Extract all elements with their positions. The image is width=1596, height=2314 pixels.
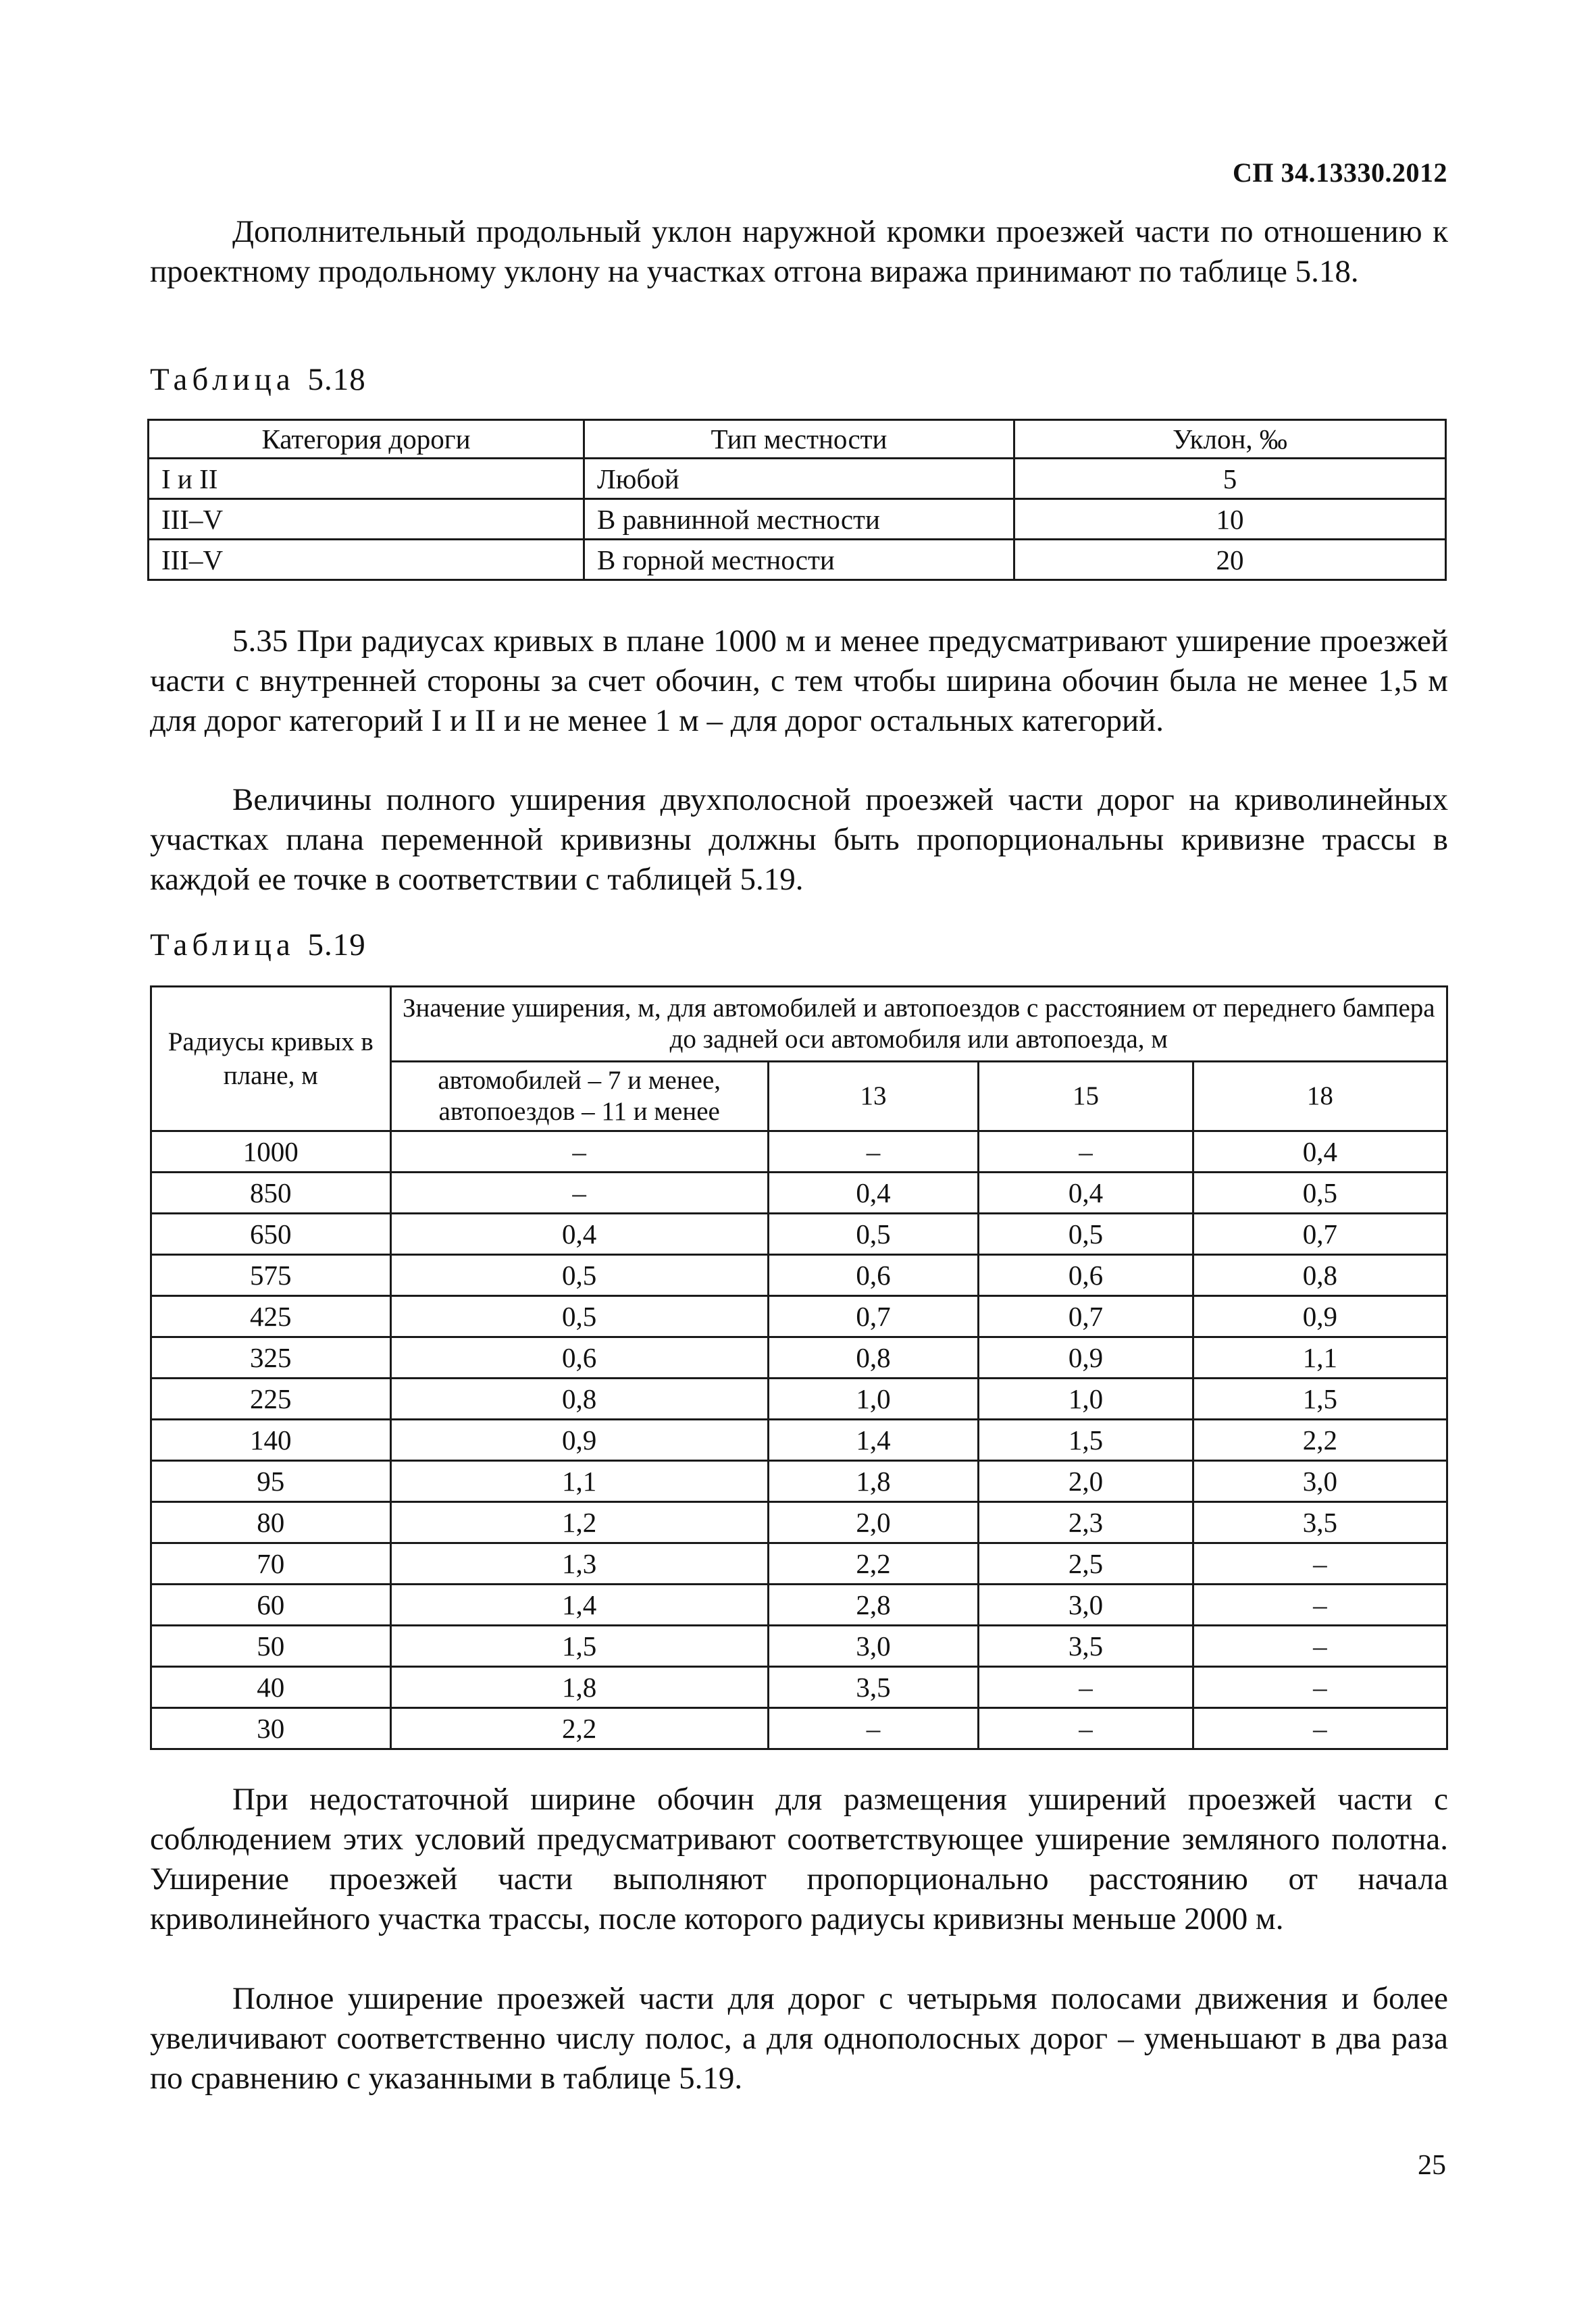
table-518-header-category: Категория дороги bbox=[149, 420, 584, 459]
table-row bbox=[151, 1173, 1447, 1214]
table-518-cell: В горной местности bbox=[584, 540, 1014, 580]
table-519-value-cell: 0,5 bbox=[768, 1214, 978, 1255]
table-row bbox=[151, 1337, 1447, 1379]
table-519-value-cell: 0,6 bbox=[979, 1255, 1193, 1296]
table-519-radius-cell: 70 bbox=[151, 1543, 391, 1585]
table-519-header-row bbox=[151, 987, 1447, 1062]
table-5-18 bbox=[147, 419, 1447, 581]
table-row bbox=[151, 1420, 1447, 1461]
table-519-subheader-15: 15 bbox=[979, 1062, 1193, 1131]
table-519-value-cell: 0,4 bbox=[768, 1173, 978, 1214]
table-519-value-cell: 0,4 bbox=[1193, 1131, 1447, 1173]
table-518-caption-number: 5.18 bbox=[307, 362, 366, 397]
table-519-value-cell: 1,3 bbox=[390, 1543, 768, 1585]
table-519-value-cell: 0,4 bbox=[390, 1214, 768, 1255]
table-519-value-cell: 1,4 bbox=[390, 1585, 768, 1626]
paragraph-intro: Дополнительный продольный уклон наружной кромки проезжей части по отношению к проектному продольному уклону на участках отгона виража принимают по таблице 5.18. bbox=[150, 214, 1448, 289]
table-519-value-cell: – bbox=[1193, 1708, 1447, 1749]
table-519-value-cell: 0,5 bbox=[1193, 1173, 1447, 1214]
table-519-radius-cell: 30 bbox=[151, 1708, 391, 1749]
table-519-value-cell: 1,1 bbox=[1193, 1337, 1447, 1379]
table-519-radius-cell: 60 bbox=[151, 1585, 391, 1626]
table-519-value-cell: 1,0 bbox=[979, 1379, 1193, 1420]
table-519-radius-cell: 575 bbox=[151, 1255, 391, 1296]
table-518-cell: I и II bbox=[149, 459, 584, 499]
table-518-header-slope: Уклон, ‰ bbox=[1014, 420, 1446, 459]
table-519-value-cell: – bbox=[979, 1667, 1193, 1708]
table-519-value-cell: 3,0 bbox=[768, 1626, 978, 1667]
table-519-radius-cell: 50 bbox=[151, 1626, 391, 1667]
table-519-radius-cell: 425 bbox=[151, 1296, 391, 1337]
paragraph-widening-values: Величины полного уширения двухполосной проезжей части дорог на криволинейных участках плана переменной кривизны должны быть пропорциональны кривизне трассы в каждой ее точке в соответствии с таблицей 5.19. bbox=[150, 782, 1448, 897]
table-row bbox=[151, 1131, 1447, 1173]
table-519-value-cell: 2,2 bbox=[768, 1543, 978, 1585]
table-row bbox=[151, 1255, 1447, 1296]
table-519-value-cell: 1,1 bbox=[390, 1461, 768, 1502]
table-519-value-cell: 0,7 bbox=[768, 1296, 978, 1337]
table-519-caption-number: 5.19 bbox=[307, 927, 366, 962]
table-519-value-cell: 0,6 bbox=[390, 1337, 768, 1379]
table-519-header-radius: Радиусы кривых в плане, м bbox=[151, 987, 391, 1131]
table-519-value-cell: 3,0 bbox=[979, 1585, 1193, 1626]
table-519-value-cell: 0,8 bbox=[768, 1337, 978, 1379]
table-518-cell: 10 bbox=[1014, 499, 1446, 540]
table-519-caption-word: Таблица bbox=[150, 927, 295, 962]
table-518-cell: 20 bbox=[1014, 540, 1446, 580]
table-row bbox=[149, 459, 1446, 499]
table-519-value-cell: 2,2 bbox=[1193, 1420, 1447, 1461]
table-519-value-cell: 0,7 bbox=[979, 1296, 1193, 1337]
table-518-cell: 5 bbox=[1014, 459, 1446, 499]
table-row bbox=[151, 1461, 1447, 1502]
table-519-value-cell: 1,4 bbox=[768, 1420, 978, 1461]
table-row bbox=[149, 540, 1446, 580]
table-519-radius-cell: 850 bbox=[151, 1173, 391, 1214]
subheader-cars-line1: автомобилей – 7 и менее, bbox=[438, 1066, 721, 1095]
table-519-value-cell: 0,9 bbox=[1193, 1296, 1447, 1337]
table-518-header-terrain: Тип местности bbox=[584, 420, 1014, 459]
table-519-value-cell: 1,8 bbox=[390, 1667, 768, 1708]
table-519-value-cell: 1,5 bbox=[979, 1420, 1193, 1461]
table-519-value-cell: 0,9 bbox=[390, 1420, 768, 1461]
table-519-value-cell: 2,0 bbox=[768, 1502, 978, 1543]
table-519-value-cell: 2,2 bbox=[390, 1708, 768, 1749]
table-518-header-row bbox=[149, 420, 1446, 459]
table-519-value-cell: 1,2 bbox=[390, 1502, 768, 1543]
table-519-value-cell: 1,8 bbox=[768, 1461, 978, 1502]
table-row bbox=[151, 1585, 1447, 1626]
table-519-value-cell: 1,5 bbox=[1193, 1379, 1447, 1420]
table-519-radius-cell: 650 bbox=[151, 1214, 391, 1255]
table-518-caption-word: Таблица bbox=[150, 362, 295, 397]
table-519-value-cell: 1,0 bbox=[768, 1379, 978, 1420]
table-519-value-cell: 0,5 bbox=[390, 1296, 768, 1337]
table-519-value-cell: – bbox=[979, 1131, 1193, 1173]
table-519-value-cell: – bbox=[390, 1173, 768, 1214]
table-519-subheader-18: 18 bbox=[1193, 1062, 1447, 1131]
table-519-value-cell: 2,8 bbox=[768, 1585, 978, 1626]
table-519-value-cell: 0,5 bbox=[979, 1214, 1193, 1255]
table-519-radius-cell: 325 bbox=[151, 1337, 391, 1379]
table-519-radius-cell: 140 bbox=[151, 1420, 391, 1461]
table-5-19 bbox=[150, 985, 1448, 1750]
table-519-value-cell: 1,5 bbox=[390, 1626, 768, 1667]
table-519-value-cell: 3,5 bbox=[768, 1667, 978, 1708]
table-518-cell: В равнинной местности bbox=[584, 499, 1014, 540]
table-519-value-cell: 0,5 bbox=[390, 1255, 768, 1296]
table-519-value-cell: 0,8 bbox=[1193, 1255, 1447, 1296]
table-519-value-cell: 0,9 bbox=[979, 1337, 1193, 1379]
table-519-value-cell: – bbox=[768, 1131, 978, 1173]
table-519-radius-cell: 80 bbox=[151, 1502, 391, 1543]
subheader-cars-line2: автопоездов – 11 и менее bbox=[438, 1097, 720, 1126]
table-519-radius-cell: 40 bbox=[151, 1667, 391, 1708]
table-row bbox=[151, 1296, 1447, 1337]
table-row bbox=[151, 1708, 1447, 1749]
table-519-value-cell: 0,6 bbox=[768, 1255, 978, 1296]
paragraph-5-35: 5.35 При радиусах кривых в плане 1000 м и менее предусматривают уширение проезжей части с внутренней стороны за счет обочин, с тем чтобы ширина обочин была не менее 1,5 м для дорог категорий I и II и не менее 1 м – для дорог остальных категорий. bbox=[150, 623, 1448, 738]
table-519-value-cell: 2,3 bbox=[979, 1502, 1193, 1543]
table-519-value-cell: 2,5 bbox=[979, 1543, 1193, 1585]
table-519-value-cell: 3,0 bbox=[1193, 1461, 1447, 1502]
paragraph-insufficient-shoulder: При недостаточной ширине обочин для размещения уширений проезжей части с соблюдением этих условий предусматривают соответствующее уширение земляного полотна. Уширение проезжей части выполняют пропорционально расстоянию от начала криволинейного участка трассы, после которого радиусы кривизны меньше 2000 м. bbox=[150, 1782, 1448, 1936]
table-519-value-cell: – bbox=[768, 1708, 978, 1749]
table-row bbox=[149, 499, 1446, 540]
table-519-value-cell: – bbox=[979, 1708, 1193, 1749]
table-row bbox=[151, 1626, 1447, 1667]
table-519-value-cell: 0,8 bbox=[390, 1379, 768, 1420]
table-519-radius-cell: 1000 bbox=[151, 1131, 391, 1173]
table-519-radius-cell: 95 bbox=[151, 1461, 391, 1502]
table-519-value-cell: – bbox=[390, 1131, 768, 1173]
table-518-cell: III–V bbox=[149, 499, 584, 540]
table-519-value-cell: 3,5 bbox=[979, 1626, 1193, 1667]
table-row bbox=[151, 1543, 1447, 1585]
table-519-body bbox=[151, 1131, 1447, 1749]
table-519-subheader-cars bbox=[390, 1062, 768, 1131]
table-519-value-cell: 3,5 bbox=[1193, 1502, 1447, 1543]
table-row bbox=[151, 1667, 1447, 1708]
table-518-caption bbox=[150, 361, 366, 398]
table-518-cell: III–V bbox=[149, 540, 584, 580]
table-519-value-cell: – bbox=[1193, 1626, 1447, 1667]
table-row bbox=[151, 1379, 1447, 1420]
table-519-value-cell: 0,4 bbox=[979, 1173, 1193, 1214]
document-code: СП 34.13330.2012 bbox=[1233, 157, 1447, 188]
table-519-radius-cell: 225 bbox=[151, 1379, 391, 1420]
table-519-value-cell: 2,0 bbox=[979, 1461, 1193, 1502]
table-row bbox=[151, 1214, 1447, 1255]
table-519-subheader-13: 13 bbox=[768, 1062, 978, 1131]
table-row bbox=[151, 1502, 1447, 1543]
table-519-header-widening: Значение уширения, м, для автомобилей и автопоездов с расстоянием от переднего бампера до задней оси автомобиля или автопоезда, м bbox=[390, 987, 1447, 1062]
table-519-caption bbox=[150, 927, 366, 963]
paragraph-multilane: Полное уширение проезжей части для дорог с четырьмя полосами движения и более увеличивают соответственно числу полос, а для однополосных дорог – уменьшают в два раза по сравнению с указанными в таблице 5.19. bbox=[150, 1981, 1448, 2096]
table-519-value-cell: – bbox=[1193, 1667, 1447, 1708]
table-519-value-cell: – bbox=[1193, 1543, 1447, 1585]
page-number: 25 bbox=[1418, 2150, 1446, 2181]
table-519-value-cell: 0,7 bbox=[1193, 1214, 1447, 1255]
table-518-cell: Любой bbox=[584, 459, 1014, 499]
table-519-value-cell: – bbox=[1193, 1585, 1447, 1626]
